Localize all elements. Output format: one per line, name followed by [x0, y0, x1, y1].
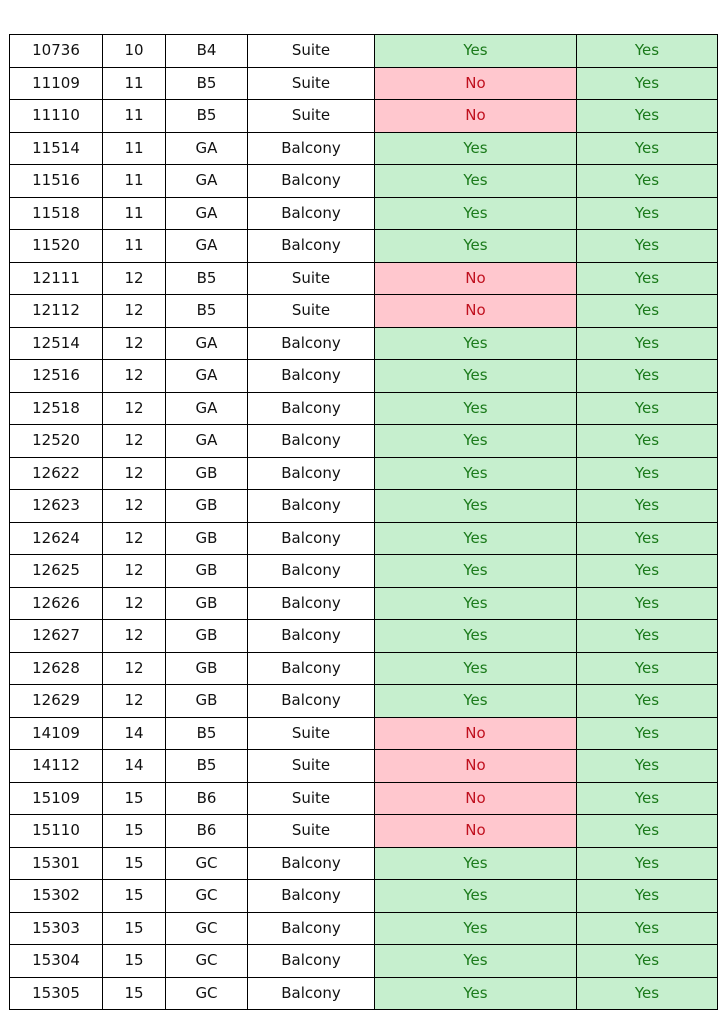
- cell-cabin-type: Suite: [248, 815, 375, 848]
- cell-cabin-type: Balcony: [248, 620, 375, 653]
- table-row: [10, 620, 718, 653]
- cell-status-a: Yes: [375, 847, 577, 880]
- cell-status-b: Yes: [577, 782, 718, 815]
- cell-room-number: 12622: [10, 457, 103, 490]
- cell-deck: 11: [103, 132, 166, 165]
- cell-status-b: Yes: [577, 425, 718, 458]
- cell-deck: 12: [103, 327, 166, 360]
- cell-deck: 12: [103, 392, 166, 425]
- cell-status-b: Yes: [577, 522, 718, 555]
- cell-status-b: Yes: [577, 392, 718, 425]
- cell-status-a: Yes: [375, 620, 577, 653]
- cell-room-number: 11109: [10, 67, 103, 100]
- cell-status-a: Yes: [375, 392, 577, 425]
- table-row: [10, 295, 718, 328]
- table-row: [10, 685, 718, 718]
- cell-room-number: 15305: [10, 977, 103, 1010]
- cell-room-number: 12628: [10, 652, 103, 685]
- cell-status-a: Yes: [375, 977, 577, 1010]
- cell-deck: 12: [103, 652, 166, 685]
- cell-category: GA: [166, 197, 248, 230]
- cell-cabin-type: Balcony: [248, 327, 375, 360]
- cell-deck: 12: [103, 685, 166, 718]
- cell-room-number: 15303: [10, 912, 103, 945]
- cell-cabin-type: Balcony: [248, 132, 375, 165]
- cell-status-b: Yes: [577, 100, 718, 133]
- cell-cabin-type: Balcony: [248, 425, 375, 458]
- cell-status-a: No: [375, 67, 577, 100]
- table-row: [10, 392, 718, 425]
- cell-category: B6: [166, 782, 248, 815]
- cell-room-number: 11520: [10, 230, 103, 263]
- cell-category: GA: [166, 327, 248, 360]
- cell-deck: 12: [103, 620, 166, 653]
- cell-room-number: 12520: [10, 425, 103, 458]
- cell-status-a: Yes: [375, 425, 577, 458]
- table-row: [10, 132, 718, 165]
- cell-room-number: 12623: [10, 490, 103, 523]
- cell-status-a: Yes: [375, 685, 577, 718]
- cell-cabin-type: Balcony: [248, 360, 375, 393]
- cell-cabin-type: Suite: [248, 717, 375, 750]
- cell-deck: 14: [103, 750, 166, 783]
- table-row: [10, 750, 718, 783]
- cell-deck: 15: [103, 945, 166, 978]
- cell-status-a: Yes: [375, 912, 577, 945]
- cell-category: GC: [166, 912, 248, 945]
- table-row: [10, 555, 718, 588]
- cell-status-a: Yes: [375, 230, 577, 263]
- cell-category: B5: [166, 750, 248, 783]
- table-row: [10, 815, 718, 848]
- table-row: [10, 457, 718, 490]
- cell-status-a: No: [375, 100, 577, 133]
- cell-category: GB: [166, 587, 248, 620]
- cell-category: B5: [166, 100, 248, 133]
- cell-room-number: 15302: [10, 880, 103, 913]
- cell-status-a: Yes: [375, 132, 577, 165]
- cell-category: B5: [166, 295, 248, 328]
- cell-deck: 12: [103, 360, 166, 393]
- table-row: [10, 67, 718, 100]
- table-row: [10, 977, 718, 1010]
- cell-room-number: 11514: [10, 132, 103, 165]
- cell-deck: 12: [103, 555, 166, 588]
- cell-deck: 12: [103, 295, 166, 328]
- cell-category: B6: [166, 815, 248, 848]
- cell-category: GA: [166, 425, 248, 458]
- cell-room-number: 12112: [10, 295, 103, 328]
- cell-status-b: Yes: [577, 620, 718, 653]
- cell-category: GB: [166, 457, 248, 490]
- cell-status-b: Yes: [577, 295, 718, 328]
- cabin-table: [9, 34, 718, 1010]
- cell-room-number: 14109: [10, 717, 103, 750]
- cell-deck: 12: [103, 587, 166, 620]
- table-row: [10, 490, 718, 523]
- cell-status-b: Yes: [577, 815, 718, 848]
- cell-room-number: 10736: [10, 35, 103, 68]
- cell-deck: 12: [103, 262, 166, 295]
- cell-category: GA: [166, 132, 248, 165]
- cell-status-a: Yes: [375, 522, 577, 555]
- cell-room-number: 11518: [10, 197, 103, 230]
- cell-category: GA: [166, 392, 248, 425]
- cell-cabin-type: Balcony: [248, 652, 375, 685]
- cell-status-a: Yes: [375, 360, 577, 393]
- cell-room-number: 15109: [10, 782, 103, 815]
- cell-category: B4: [166, 35, 248, 68]
- cell-cabin-type: Balcony: [248, 230, 375, 263]
- cell-status-b: Yes: [577, 880, 718, 913]
- cell-deck: 12: [103, 490, 166, 523]
- cell-deck: 11: [103, 230, 166, 263]
- cell-status-a: No: [375, 782, 577, 815]
- cell-cabin-type: Suite: [248, 100, 375, 133]
- table-row: [10, 717, 718, 750]
- cell-status-b: Yes: [577, 685, 718, 718]
- cell-cabin-type: Balcony: [248, 165, 375, 198]
- cell-category: GC: [166, 945, 248, 978]
- cell-status-b: Yes: [577, 847, 718, 880]
- cell-category: GA: [166, 230, 248, 263]
- cell-status-b: Yes: [577, 945, 718, 978]
- cell-category: GB: [166, 685, 248, 718]
- cell-status-b: Yes: [577, 132, 718, 165]
- cell-cabin-type: Balcony: [248, 945, 375, 978]
- cell-status-b: Yes: [577, 35, 718, 68]
- cell-room-number: 15304: [10, 945, 103, 978]
- cell-deck: 15: [103, 912, 166, 945]
- cell-cabin-type: Suite: [248, 35, 375, 68]
- cell-cabin-type: Balcony: [248, 392, 375, 425]
- table-row: [10, 327, 718, 360]
- table-row: [10, 230, 718, 263]
- cell-category: GC: [166, 847, 248, 880]
- cell-cabin-type: Suite: [248, 782, 375, 815]
- cell-status-b: Yes: [577, 555, 718, 588]
- cell-status-b: Yes: [577, 587, 718, 620]
- cell-room-number: 15301: [10, 847, 103, 880]
- cell-deck: 14: [103, 717, 166, 750]
- cell-room-number: 12111: [10, 262, 103, 295]
- table-row: [10, 652, 718, 685]
- cell-room-number: 12518: [10, 392, 103, 425]
- cell-deck: 15: [103, 815, 166, 848]
- cell-status-a: Yes: [375, 490, 577, 523]
- cell-deck: 15: [103, 880, 166, 913]
- cell-room-number: 12627: [10, 620, 103, 653]
- cell-room-number: 12626: [10, 587, 103, 620]
- cell-cabin-type: Suite: [248, 67, 375, 100]
- cell-cabin-type: Balcony: [248, 490, 375, 523]
- cabin-table-body: [10, 35, 718, 1010]
- cell-deck: 11: [103, 197, 166, 230]
- cell-status-b: Yes: [577, 197, 718, 230]
- table-row: [10, 425, 718, 458]
- cell-deck: 15: [103, 977, 166, 1010]
- cell-cabin-type: Balcony: [248, 587, 375, 620]
- cell-cabin-type: Balcony: [248, 522, 375, 555]
- cell-category: GB: [166, 555, 248, 588]
- cell-category: B5: [166, 67, 248, 100]
- table-row: [10, 587, 718, 620]
- cell-status-b: Yes: [577, 912, 718, 945]
- cell-status-a: No: [375, 815, 577, 848]
- cell-room-number: 12514: [10, 327, 103, 360]
- cell-status-b: Yes: [577, 360, 718, 393]
- table-row: [10, 847, 718, 880]
- cell-status-b: Yes: [577, 327, 718, 360]
- cell-status-b: Yes: [577, 165, 718, 198]
- cell-deck: 12: [103, 425, 166, 458]
- table-row: [10, 522, 718, 555]
- cell-status-a: Yes: [375, 165, 577, 198]
- cell-category: B5: [166, 717, 248, 750]
- cell-cabin-type: Balcony: [248, 912, 375, 945]
- cell-category: GC: [166, 977, 248, 1010]
- cabin-availability-sheet: [9, 34, 717, 1010]
- cell-cabin-type: Suite: [248, 295, 375, 328]
- cell-category: GB: [166, 620, 248, 653]
- cell-status-a: No: [375, 262, 577, 295]
- cell-status-a: No: [375, 750, 577, 783]
- cell-deck: 12: [103, 522, 166, 555]
- cell-cabin-type: Balcony: [248, 457, 375, 490]
- cell-cabin-type: Balcony: [248, 555, 375, 588]
- cell-status-a: Yes: [375, 555, 577, 588]
- cell-deck: 11: [103, 165, 166, 198]
- table-row: [10, 782, 718, 815]
- table-row: [10, 262, 718, 295]
- cell-status-b: Yes: [577, 262, 718, 295]
- cell-status-a: No: [375, 717, 577, 750]
- cell-deck: 12: [103, 457, 166, 490]
- cell-deck: 10: [103, 35, 166, 68]
- table-row: [10, 100, 718, 133]
- cell-cabin-type: Balcony: [248, 880, 375, 913]
- cell-category: B5: [166, 262, 248, 295]
- table-row: [10, 912, 718, 945]
- cell-status-b: Yes: [577, 230, 718, 263]
- cell-status-b: Yes: [577, 457, 718, 490]
- cell-status-a: Yes: [375, 35, 577, 68]
- cell-status-a: Yes: [375, 587, 577, 620]
- cell-deck: 11: [103, 100, 166, 133]
- table-row: [10, 35, 718, 68]
- cell-room-number: 15110: [10, 815, 103, 848]
- table-row: [10, 165, 718, 198]
- cell-category: GA: [166, 165, 248, 198]
- cell-status-a: No: [375, 295, 577, 328]
- cell-room-number: 11110: [10, 100, 103, 133]
- cell-category: GB: [166, 490, 248, 523]
- cell-room-number: 12625: [10, 555, 103, 588]
- cell-room-number: 14112: [10, 750, 103, 783]
- cell-room-number: 11516: [10, 165, 103, 198]
- cell-deck: 11: [103, 67, 166, 100]
- cell-status-a: Yes: [375, 327, 577, 360]
- cell-category: GC: [166, 880, 248, 913]
- cell-room-number: 12624: [10, 522, 103, 555]
- cell-status-b: Yes: [577, 490, 718, 523]
- cell-status-a: Yes: [375, 945, 577, 978]
- cell-cabin-type: Balcony: [248, 847, 375, 880]
- cell-status-a: Yes: [375, 880, 577, 913]
- cell-cabin-type: Balcony: [248, 685, 375, 718]
- cell-status-b: Yes: [577, 717, 718, 750]
- cell-category: GB: [166, 522, 248, 555]
- cell-deck: 15: [103, 782, 166, 815]
- cell-status-b: Yes: [577, 750, 718, 783]
- cell-cabin-type: Balcony: [248, 197, 375, 230]
- cell-category: GB: [166, 652, 248, 685]
- table-row: [10, 197, 718, 230]
- table-row: [10, 880, 718, 913]
- cell-status-a: Yes: [375, 457, 577, 490]
- cell-cabin-type: Suite: [248, 750, 375, 783]
- cell-status-b: Yes: [577, 977, 718, 1010]
- cell-status-b: Yes: [577, 652, 718, 685]
- cell-room-number: 12629: [10, 685, 103, 718]
- cell-cabin-type: Balcony: [248, 977, 375, 1010]
- cell-status-a: Yes: [375, 197, 577, 230]
- cell-cabin-type: Suite: [248, 262, 375, 295]
- cell-deck: 15: [103, 847, 166, 880]
- table-row: [10, 360, 718, 393]
- cell-status-b: Yes: [577, 67, 718, 100]
- cell-category: GA: [166, 360, 248, 393]
- cell-status-a: Yes: [375, 652, 577, 685]
- table-row: [10, 945, 718, 978]
- cell-room-number: 12516: [10, 360, 103, 393]
